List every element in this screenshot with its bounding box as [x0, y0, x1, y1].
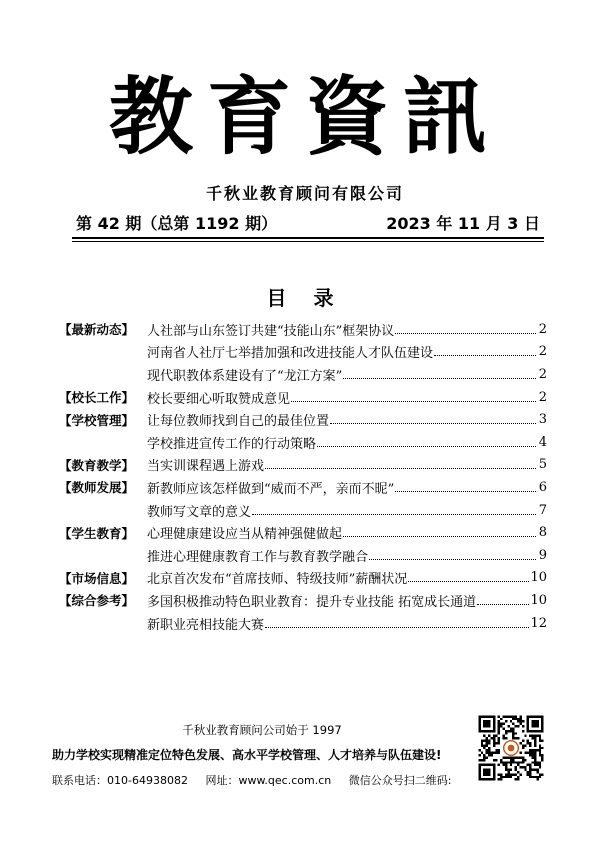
toc-section-label: 【教师发展】: [59, 480, 135, 496]
table-of-contents: [59, 318, 547, 634]
toc-page-number: 4: [538, 434, 547, 450]
toc-entry-title[interactable]: 新职业亮相技能大赛: [147, 617, 265, 633]
toc-entry[interactable]: [59, 454, 547, 477]
toc-dot-leader: [330, 423, 536, 424]
footer-contact-line: [52, 768, 472, 793]
wechat-qr-code-icon[interactable]: [476, 713, 546, 783]
toc-entry-title[interactable]: 学校推进宣传工作的行动策略: [147, 436, 317, 452]
toc-entry[interactable]: [59, 476, 547, 499]
toc-page-number: 7: [538, 502, 547, 518]
toc-entry-title[interactable]: 校长要细心听取赞成意见: [147, 391, 291, 407]
toc-dot-leader: [291, 401, 536, 402]
toc-page-number: 10: [530, 570, 547, 586]
toc-page-number: 2: [538, 366, 547, 382]
toc-section-label: 【最新动态】: [59, 322, 135, 338]
toc-entry-title[interactable]: 新教师应该怎样做到“威而不严，亲而不昵”: [147, 481, 395, 497]
toc-entry[interactable]: [59, 318, 547, 341]
toc-page-number: 3: [538, 412, 547, 428]
toc-entry[interactable]: [59, 612, 547, 635]
toc-section-label: 【学生教育】: [59, 525, 135, 541]
toc-entry-title[interactable]: 多国积极推动特色职业教育：提升专业技能 拓宽成长通道: [147, 594, 477, 610]
toc-entry[interactable]: [59, 341, 547, 364]
toc-entry-title[interactable]: 当实训课程遇上游戏: [147, 459, 265, 475]
toc-entry-title[interactable]: 人社部与山东签订共建“技能山东”框架协议: [147, 323, 395, 339]
toc-page-number: 12: [530, 615, 547, 631]
toc-entry[interactable]: [59, 363, 547, 386]
toc-dot-leader: [408, 581, 529, 582]
toc-dot-leader: [477, 604, 529, 605]
footer-website[interactable]: 网址：www.qec.com.cn: [205, 774, 332, 787]
toc-entry[interactable]: [59, 544, 547, 567]
toc-section-label: 【教育教学】: [59, 457, 135, 473]
toc-dot-leader: [343, 378, 536, 379]
toc-dot-leader: [265, 468, 536, 469]
toc-dot-leader: [317, 446, 536, 447]
footer-wechat-label: 微信公众号扫二维码:: [348, 774, 452, 787]
toc-entry-title[interactable]: 北京首次发布“首席技师、特级技师”薪酬状况: [147, 572, 408, 588]
toc-entry-title[interactable]: 让每位教师找到自己的最佳位置: [147, 414, 330, 430]
toc-entry[interactable]: [59, 431, 547, 454]
toc-entry-title[interactable]: 现代职教体系建设有了“龙江方案”: [147, 368, 343, 384]
toc-page-number: 10: [530, 592, 547, 608]
toc-dot-leader: [252, 514, 536, 515]
masthead-title: 教育資訊: [108, 67, 501, 166]
footer: [52, 718, 472, 793]
toc-dot-leader: [395, 491, 536, 492]
toc-page-number: 6: [538, 479, 547, 495]
toc-page-number: 2: [538, 321, 547, 337]
toc-title: 目 录: [266, 286, 344, 310]
toc-entry[interactable]: [59, 521, 547, 544]
toc-section-label: 【市场信息】: [59, 570, 135, 586]
footer-mission-line: 助力学校实现精准定位特色发展、高水平学校管理、人才培养与队伍建设!: [52, 748, 442, 762]
issue-date: 2023 年 11 月 3 日: [386, 214, 540, 233]
header-rule-thick: [72, 237, 544, 239]
toc-entry-title[interactable]: 推进心理健康教育工作与教育教学融合: [147, 549, 369, 565]
toc-entry[interactable]: [59, 589, 547, 612]
toc-entry-title[interactable]: 心理健康建设应当从精神强健做起: [147, 527, 343, 543]
toc-entry-title[interactable]: 教师写文章的意义: [147, 504, 252, 520]
toc-entry-title[interactable]: 河南省人社厅七举措加强和改进技能人才队伍建设: [147, 346, 434, 362]
toc-section-label: 【综合参考】: [59, 593, 135, 609]
toc-entry[interactable]: [59, 567, 547, 590]
toc-entry[interactable]: [59, 499, 547, 522]
issue-row: [76, 211, 540, 234]
toc-section-label: 【学校管理】: [59, 412, 135, 428]
footer-phone: 联系电话：010-64938082: [52, 774, 188, 787]
company-name: 千秋业教育顾问有限公司: [205, 184, 404, 203]
toc-page-number: 2: [538, 389, 547, 405]
header-rule-thin: [72, 241, 544, 242]
toc-entry[interactable]: [59, 408, 547, 431]
issue-number: 第 42 期（总第 1192 期）: [76, 214, 278, 233]
toc-dot-leader: [343, 536, 536, 537]
toc-page-number: 9: [538, 547, 547, 563]
toc-page-number: 2: [538, 344, 547, 360]
toc-section-label: 【校长工作】: [59, 390, 135, 406]
toc-page-number: 5: [538, 457, 547, 473]
toc-page-number: 8: [538, 525, 547, 541]
footer-slogan-line: 千秋业教育顾问公司始于 1997: [182, 723, 342, 737]
toc-dot-leader: [434, 355, 536, 356]
toc-dot-leader: [369, 559, 536, 560]
toc-dot-leader: [395, 333, 536, 334]
toc-entry[interactable]: [59, 386, 547, 409]
toc-dot-leader: [265, 627, 529, 628]
